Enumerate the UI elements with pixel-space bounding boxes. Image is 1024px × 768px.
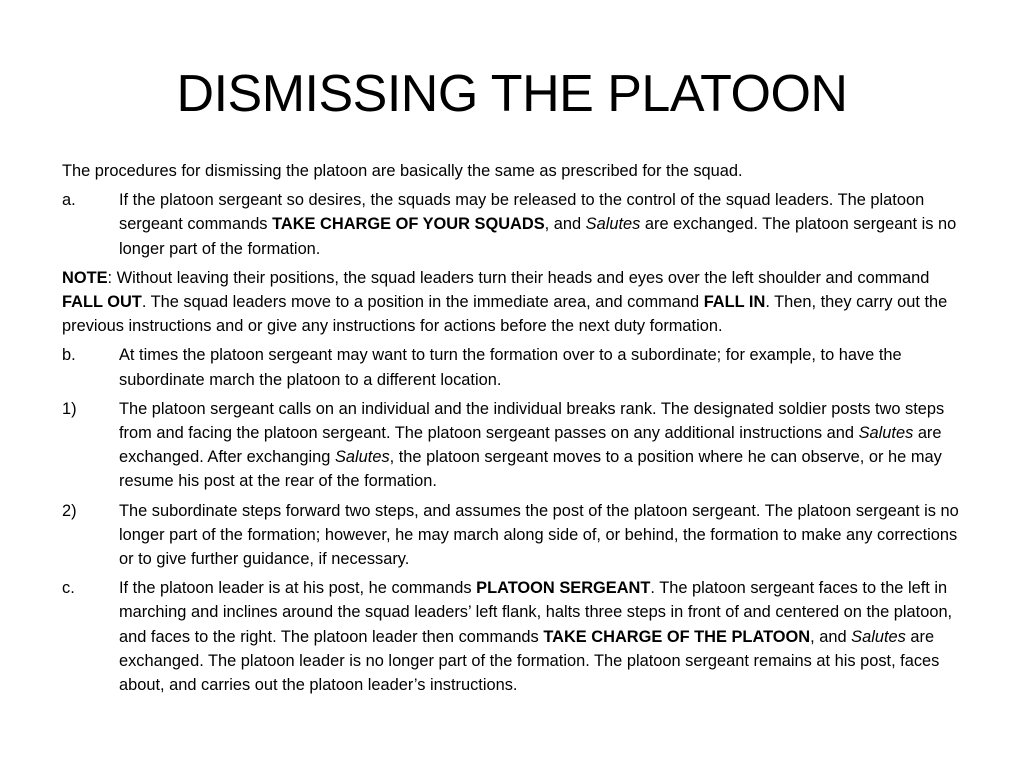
list-marker: b. [62,346,76,365]
list-marker: 1) [62,399,77,418]
text-run: If the platoon leader is at his post, he commands [119,579,477,598]
list-marker: a. [62,191,76,210]
text-run: . The platoon sergeant faces to the left in marching and inclines around the squad leaders’ left flank, halts three steps in front of and centered on the platoon, and faces to the right. The platoon leader then commands [119,579,953,646]
emphasis-text: Salutes [858,424,914,443]
text-run: , the platoon sergeant moves to a position where he can observe, or he may resume his post at the rear of the formation. [119,448,942,491]
list-item-a [62,188,967,261]
note-label: NOTE [62,268,108,287]
list-item-text: The subordinate steps forward two steps, and assumes the post of the platoon sergeant. The platoon sergeant is no longer part of the formation; however, he may march along side of, or behind, the formation to make any corrections or to give further guidance, if necessary. [119,501,959,569]
list-marker: c. [62,579,75,598]
command-text: TAKE CHARGE OF THE PLATOON [543,627,811,646]
slide-title: DISMISSING THE PLATOON [176,65,848,123]
text-run: , and [544,215,586,234]
intro-paragraph: The procedures for dismissing the platoon are basically the same as prescribed for the squad. [62,162,743,180]
text-run: . Then, they carry out the previous instructions and or give any instructions for actions before the next duty formation. [62,293,948,336]
note-paragraph [62,266,967,339]
emphasis-text: Salutes [585,215,641,234]
text-run: are exchanged. After exchanging [119,424,942,467]
list-item-text [119,576,967,697]
text-run: are exchanged. The platoon leader is no longer part of the formation. The platoon sergeant remains at his post, faces about, and carries out the platoon leader’s instructions. [119,627,940,695]
command-text: PLATOON SERGEANT [476,579,651,598]
text-run: : Without leaving their positions, the squad leaders turn their heads and eyes over the left shoulder and command [107,268,930,287]
list-marker: 2) [62,501,77,520]
text-run: If the platoon sergeant so desires, the squads may be released to the control of the squad leaders. The platoon sergeant commands [119,191,925,234]
command-text: TAKE CHARGE OF YOUR SQUADS [272,215,545,234]
command-text: FALL OUT [62,293,142,312]
list-item-text [119,188,967,261]
list-item-text: At times the platoon sergeant may want to turn the formation over to a subordinate; for example, to have the subordinate march the platoon to a different location. [119,346,902,389]
command-text: FALL IN [703,293,766,312]
text-run: , and [810,627,852,646]
emphasis-text: Salutes [851,627,906,646]
emphasis-text: Salutes [334,448,390,467]
slide-body [62,159,967,702]
list-item-2 [62,499,967,572]
text-run: The platoon sergeant calls on an individual and the individual breaks rank. The designated soldier posts two steps from and facing the platoon sergeant. The platoon sergeant passes on any additional instructions and [119,399,945,443]
list-item-b [62,343,967,391]
text-run: . The squad leaders move to a position in the immediate area, and command [141,293,704,312]
list-item-1 [62,397,967,494]
list-item-c [62,576,967,697]
list-item-text [119,397,967,494]
text-run: are exchanged. The platoon sergeant is no longer part of the formation. [119,215,957,258]
